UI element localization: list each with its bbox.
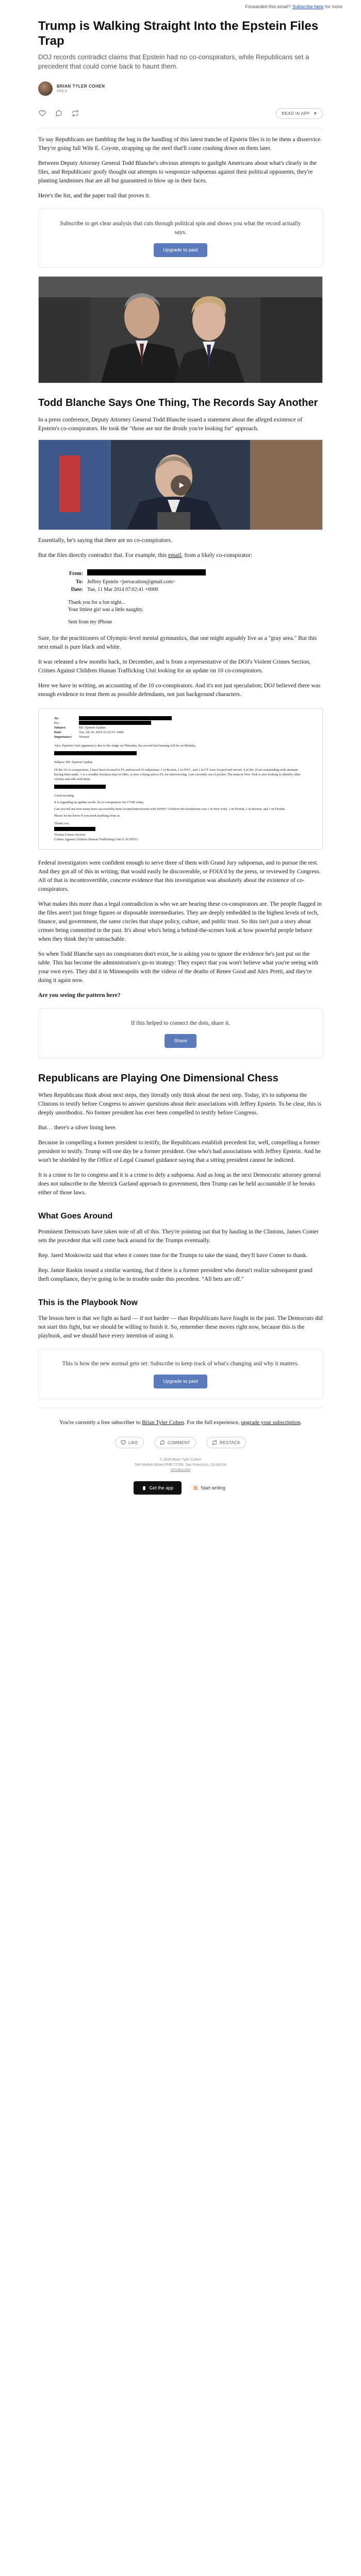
doc-line-9: Thank you, [54, 822, 70, 825]
subscribe-box-2-text: This is how the new normal gets set. Subscribe to keep track of what's changing and why it matters. [62, 1361, 299, 1367]
section2-paragraph-3: Because in compelling a former president to testify, the Republicans establish precedent for, well, compelling a former president to testify. Trump will one day be a former president. One who's had associations with Jeffrey Epstein. And he won't be shielded by the Office of Legal Counsel guidance saying that a sitting president cannot be indicted. [38, 1140, 321, 1163]
share-box-text: If this helped to connect the dots, share it. [130, 1020, 231, 1026]
doc-subject-label: Subject: [54, 726, 67, 730]
section3-paragraph-2: Rep. Jared Moskowitz said that when it comes time for the Trumps to take the stand, they'll have Comer to thank. [38, 1252, 308, 1259]
start-writing-button[interactable] [191, 1481, 227, 1495]
section-heading-chess: Republicans are Playing One Dimensional Chess [38, 1073, 278, 1084]
start-writing-label: Start writing [201, 1485, 225, 1490]
photo-illustration [39, 277, 323, 383]
section1c-paragraph-3: So when Todd Blanche says no conspirators don't exist, he is asking you to ignore the evidence he's just put on the table. This has become the administration's go-to strategy: They expect that you won't believe what you're seeing with your own eyes. They did it in Minneapolis with the videos of the deaths of Renee Good and Alex Pretti, and they're doing it again now. [38, 951, 318, 984]
doc-subject-value: RE: Epstein Update [79, 726, 106, 730]
intro-paragraph-3: Here's the list, and the paper trail that proves it. [38, 193, 151, 199]
subscribe-box-text: Subscribe to get clear analysis that cuts through political spin and shows you what the record actually says. [60, 221, 301, 235]
redaction-bar [54, 785, 106, 789]
note-mid: . For the full experience, [184, 1419, 241, 1426]
section-heading-blanche: Todd Blanche Says One Thing, The Records Say Another [38, 397, 318, 409]
email-from-label: From: [69, 570, 84, 577]
email-line-1: Thank you for a fun night... [68, 600, 125, 605]
author-link[interactable]: Brian Tyler Cohen [142, 1419, 184, 1426]
read-in-app-label: READ IN APP [282, 111, 310, 116]
share-button[interactable]: Share [165, 1034, 196, 1048]
section4-paragraph: The lesson here is that we fight as hard — if not harder — than Republicans have fought in the past. The Democrats did not start this fight, but we should be willing to finish it. So, remember these moves right now, because this is the playbook, and we should have every intention of using it. [38, 1315, 323, 1339]
external-link-icon [313, 111, 317, 116]
redaction-bar [54, 827, 95, 831]
doc-line-1: Also, Epstein's bail argument is due to the Judge on Thursday, the second bail hearing will be on Monday. [54, 744, 196, 748]
restack-icon [212, 1440, 217, 1445]
copyright-block [38, 1458, 323, 1473]
subscribe-link[interactable]: Subscribe here [292, 4, 324, 9]
section3-paragraph-3: Rep. Jamie Raskin issued a similar warning, that if there is a former president who doesn't realize subsequent grand theft compliance, they're going to be in trouble under this precedent. "All bets are off." [38, 1267, 313, 1282]
section-heading-playbook: This is the Playbook Now [38, 1298, 138, 1307]
section1-paragraph-3 [38, 551, 323, 560]
section2-paragraph-4: It is a crime to lie to congress and it is a crime to defy a subpoena. And as long as the next Democratic attorney general does not subscribe to the Merrick Garland approach to government, then Trump can be held accountable if he breaks either of those laws. [38, 1172, 321, 1196]
comment-icon [160, 1440, 165, 1445]
doc-line-8: Please let me know if you need anything from us. [54, 814, 121, 818]
get-the-app-button[interactable] [134, 1481, 182, 1495]
play-icon[interactable] [171, 475, 191, 496]
note-pre: You're currently a free subscriber to [59, 1419, 142, 1426]
video-embed-blanche[interactable] [38, 439, 323, 530]
section1c-paragraph-1: Federal investigators were confident enough to serve three of them with Grand Jury subpoenas, and to pursue the rest. And they got all of this in writing, that would easily be discoverable, or FOIA'd by the press, or reviewed by Congress. All of that is incontrovertible, concrete evidence that this investigation was absolutely about the existence of co-conspirators. [38, 860, 321, 892]
like-button[interactable] [115, 1437, 144, 1448]
intro-paragraph-1: To say Republicans are fumbling the bag in the handling of this latest tranche of Epstein files is to be them a disservice. They're going full Wile E. Coyote, strapping up the steel that'll come crashing down on them later. [38, 137, 322, 151]
doc-to-label: To: [54, 717, 59, 720]
comment-label: COMMENT [167, 1440, 191, 1445]
article-title[interactable]: Trump is Walking Straight Into the Epstein Files Trap [38, 19, 319, 48]
share-box [38, 1008, 323, 1059]
section-heading-what-goes-around: What Goes Around [38, 1212, 113, 1221]
doj-email-document[interactable] [38, 708, 323, 850]
section3-paragraph-1: Prominent Democrats have taken note of all of this. They're pointing out that by hauling in the Clintons, James Comer sets the precedent that will come back around for the Trumps eventually. [38, 1229, 319, 1244]
publish-date: FEB 4 [57, 90, 67, 93]
subscribe-box-2 [38, 1349, 323, 1399]
read-in-app-button[interactable] [276, 108, 323, 119]
get-app-label: Get the app [149, 1485, 174, 1490]
redaction-bar [79, 716, 172, 720]
email-line-3: Sent from my iPhone [68, 619, 112, 625]
restack-label: RESTACK [220, 1440, 241, 1445]
doc-line-5: Good morning [54, 794, 74, 798]
article-container [38, 19, 323, 1495]
doc-line-4: Of the 10 co-conspirators, I have been focused in FL and served 10 subpoenas: 1 in Boston, 1 in NYC, and 1 in CT were located and served. 4 of the 10 are outstanding with attempts having been made. 1 is a wealthy business man in Ohio, is now a being sent to FL for interviewing. I am currently out of pocket. The team in New York is also looking to identify other victims and talk with them. [54, 768, 301, 781]
note-post: . [300, 1419, 302, 1426]
email-date-value: Tue, 11 Mar 2014 07:02:41 +0000 [87, 587, 158, 592]
doc-importance-label: Importance: [54, 735, 72, 739]
email-date-label: Date: [71, 587, 84, 592]
subscribe-box [38, 209, 323, 268]
doc-signature-1: Violent Crimes Section [54, 833, 86, 837]
email-link[interactable]: email [168, 552, 182, 558]
email-to-value: Jeffrey Epstein <jeevacation@gmail.com> [87, 579, 176, 585]
email-screenshot [68, 568, 323, 626]
subscriber-note [59, 1418, 302, 1427]
copyright-text: © 2026 Brian Tyler Cohen [159, 1458, 202, 1462]
article-photo-epstein-trump[interactable] [38, 276, 323, 383]
phone-icon [142, 1486, 146, 1490]
doc-line-3: Subject: RE: Epstein Update [54, 760, 93, 764]
article-subtitle: DOJ records contradict claims that Epstein had no co-conspirators, while Republicans set a precedent that could come back to haunt them. [38, 53, 309, 70]
doc-line-7: Can you tell me how many have successfully been located/interviewed with SDNY? I believe the breakdown was 1 in New York, 1 in Florida, 1 in Boston, and 1 in Florida. [54, 807, 286, 811]
forwarded-suffix: for more [325, 4, 342, 9]
doc-line-6: It is regarding an update on the 10 co-conspirators for CVIB today. [54, 801, 144, 804]
section1b-paragraph-1: Sure, for the practitioners of Olympic-level mental gymnastics, that one might arguably live as a "gray area." But this next email is pure black and white. [38, 635, 317, 650]
byline [38, 78, 323, 99]
intro-paragraph-2: Between Deputy Attorney General Todd Blanche's obvious attempts to gaslight Americans about what's clearly in the files, and Republicans' goofy thought out attempts to weaponize subpoenas against their political opponents, they're planting landmines that are all but guaranteed to blow up in their faces. [38, 160, 317, 184]
doc-cc-label: Cc: [54, 721, 59, 725]
like-label: LIKE [128, 1440, 138, 1445]
p3-post: , from a likely co-conspirator: [181, 552, 253, 558]
forwarded-text: Forwarded this email? [245, 4, 291, 9]
post-actions [38, 106, 323, 121]
upgrade-to-paid-button[interactable]: Upgrade to paid [154, 243, 207, 257]
restack-button[interactable] [206, 1437, 246, 1448]
substack-icon [193, 1485, 198, 1490]
section1b-paragraph-2: It was released a few months back, in December, and is from a representative of the DOJ's Violent Crimes Section, Crimes Against Children Human Trafficking Unit looking for an update on 10 co-conspirators. [38, 659, 311, 674]
email-line-2: Your littlest girl was a little naughty. [68, 607, 143, 613]
upgrade-subscription-link[interactable]: upgrade your subscription [241, 1419, 301, 1426]
upgrade-to-paid-button-2[interactable]: Upgrade to paid [154, 1375, 207, 1388]
doc-date-value: Tue, Jul 30, 2019 16:32:51 -0400 [79, 731, 124, 734]
unsubscribe-link[interactable]: Unsubscribe [170, 1468, 191, 1472]
comment-icon[interactable] [55, 109, 63, 117]
email-to-label: To: [75, 579, 84, 585]
section2-paragraph-1: When Republicans think about next steps, they literally only think about the next step. Today, it's to subpoena the Clintons to testify before Congress to answer questions about their associations with Jeffrey Epstein. To be clear, this is deeply unorthodox. No former president has ever been compelled to testify before Congress. [38, 1092, 321, 1116]
redaction-bar [79, 721, 151, 725]
heart-icon[interactable] [38, 109, 46, 117]
author-avatar[interactable] [38, 81, 53, 96]
restack-icon[interactable] [71, 109, 79, 117]
top-bar [0, 0, 361, 13]
redaction-bar [87, 569, 206, 575]
bottom-actions [38, 1437, 323, 1448]
section2-paragraph-2: But… there's a silver lining here. [38, 1125, 117, 1131]
app-row [38, 1481, 323, 1495]
doc-importance-value: Normal [79, 735, 89, 739]
doc-signature-2: Crimes Against Children Human Trafficking Unit (CACHTU) [54, 838, 138, 841]
doc-date-label: Date: [54, 731, 62, 734]
section1-paragraph-1: In a press conference, Deputy Attorney General Todd Blanche issued a statement about the alleged existence of Epstein's co-conspirators. He took the "those are not the droids you're looking for" approach. [38, 417, 303, 432]
heart-icon [121, 1440, 126, 1445]
comment-button[interactable] [154, 1437, 196, 1448]
redaction-bar [54, 751, 137, 755]
address-text: 548 Market Street PMB 72296, San Francisco, CA 94104 [135, 1463, 226, 1467]
author-name[interactable]: BRIAN TYLER COHEN [57, 84, 105, 89]
section1b-paragraph-3: Here we have in writing, an accounting of the 10 co-conspirators. And it's not just speculation; DOJ believed there was enough evidence to treat them as possible defendants, not just background characters. [38, 683, 321, 698]
section1c-paragraph-2: What makes this more than a legal contradiction is who we are hearing these co-conspirators are. The people flagged in the files aren't just fringe figures or disposable intermediaries. They are deeply embedded in the highest levels of tech, finance, and government, the same circles that shape policy, culture, and public trust. So this isn't just a story about crimes being committed in the past. It's about who's being a behind-the-scenes look at how powerful people behave when they think they're untouchable. [38, 901, 322, 942]
p3-pre: But the files directly contradict that. For example, this [38, 552, 168, 558]
section1-paragraph-2: Essentially, he's saying that there are no co-conspirators. [38, 537, 172, 544]
pattern-question: Are you seeing the pattern here? [38, 992, 121, 998]
